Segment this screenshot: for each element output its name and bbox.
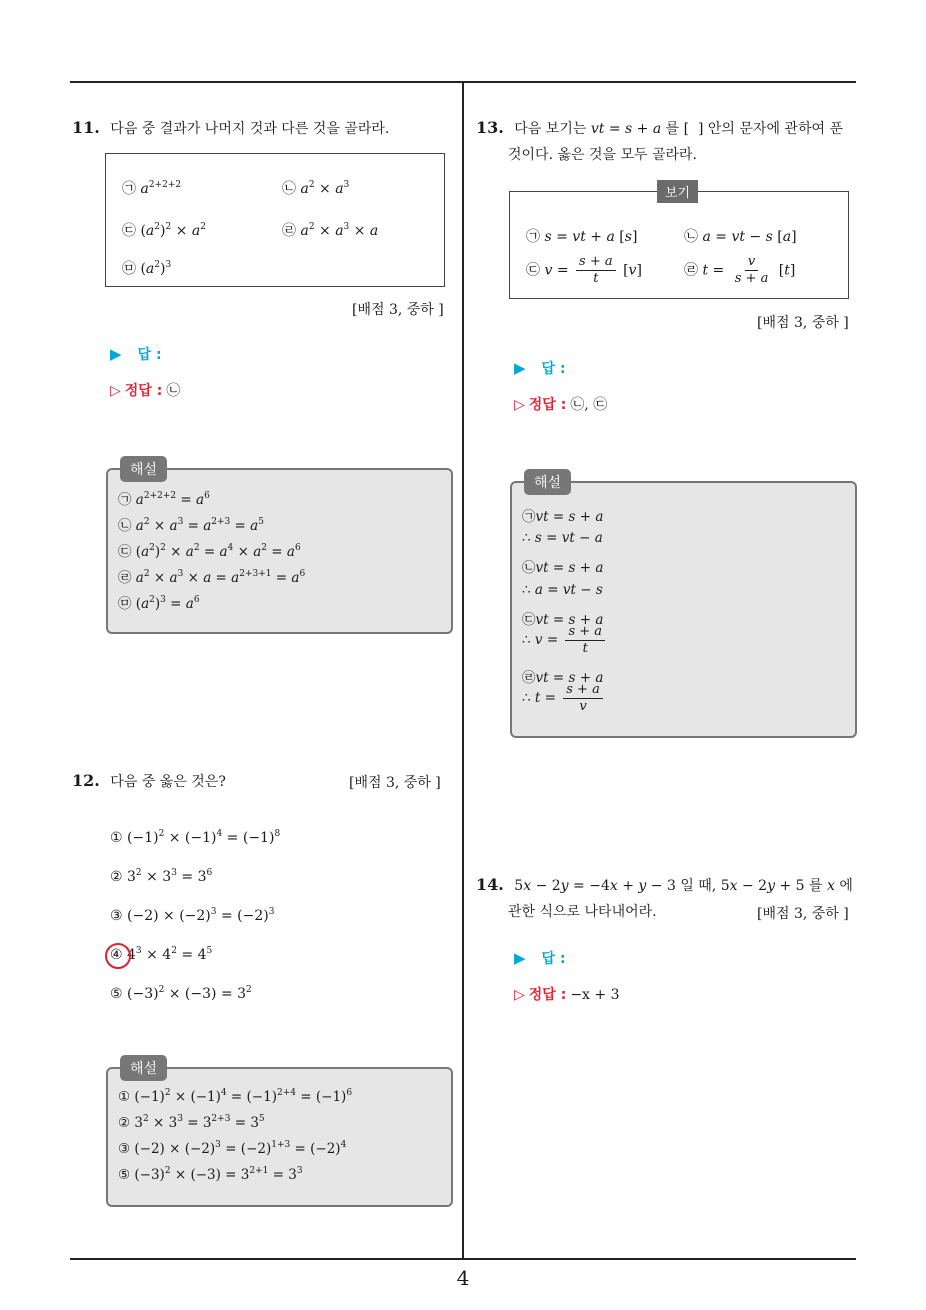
q13-solution-tag: 해설 [524,469,571,495]
q13-sol-7: ㉣vt = s + a [522,670,604,686]
q14-answer-label: 답 : [541,951,566,967]
play-icon: ▶ [514,359,526,377]
q12-number: 12. [72,771,100,790]
q12-solution-box [106,1067,453,1207]
q13-sol-2: ∴ s = vt − a [522,530,603,546]
q13-sol-1: ㉠vt = s + a [522,509,604,525]
q13-choice-1[interactable]: ㉠ s = vt + a [s] [526,229,638,245]
q13-solution-box [510,481,857,738]
play-icon: ▶ [110,345,122,363]
q13-text-line1: 다음 보기는 vt = s + a 를 [ ] 안의 문자에 관하여 푼 [514,121,843,137]
q14-correct [514,984,619,1004]
triangle-outline-icon: ▷ [514,397,525,413]
q11-sol-4: ㉣ $a^2 \times a^3 \times a = a^{2+3+1} = a^6$ [118,569,306,586]
q13-correct [514,394,607,414]
q11-answer [110,344,162,364]
q12-sol-1: ① $(-1)^2 \times (-1)^4 = (-1)^{2+4} = (-1)^6$ [118,1088,353,1105]
q13-choice-2[interactable]: ㉡ a = vt − s [a] [684,229,797,245]
q12-score: [배점 3, 중하 ] [349,775,441,791]
q13-sol-6: ∴ v = $\frac{s + a}{t}$ [522,624,608,657]
q11-choices-box [105,153,445,287]
q14-correct-label: 정답 : [528,987,567,1003]
q11-sol-5: ㉤ $(a^2)^3 = a^6$ [118,595,200,612]
q12-choice-1[interactable]: ① $(-1)^2 \times (-1)^4 = (-1)^8$ [110,829,281,846]
q11-score: [배점 3, 중하 ] [352,302,444,318]
q13-stem [476,114,843,143]
q13-sol-8: ∴ t = $\frac{s + a}{v}$ [522,682,606,715]
q11-solution-tag: 해설 [120,456,167,482]
q13-correct-label: 정답 : [528,397,567,413]
triangle-outline-icon: ▷ [110,383,121,399]
q11-solution-box [106,468,453,634]
column-divider [462,82,464,1260]
q13-number: 13. [476,118,504,137]
q11-number: 11. [72,118,100,137]
q11-text: 다음 중 결과가 나머지 것과 다른 것을 골라라. [110,121,390,137]
q13-choice-4[interactable]: ㉣ t = $\frac{v}{s + a}$ [t] [684,254,796,286]
q13-bogi-box [509,191,849,299]
q14-correct-value: −x + 3 [570,987,620,1003]
q14-answer [514,948,566,968]
q11-choice-1[interactable]: ㉠ $a^{2+2+2}$ [122,180,182,197]
q11-choice-3[interactable]: ㉢ $(a^2)^2 \times a^2$ [122,222,206,239]
q11-choice-4[interactable]: ㉣ $a^2 \times a^3 \times a$ [282,222,379,239]
selected-choice-circle [105,943,131,969]
q11-answer-label: 답 : [137,347,162,363]
q11-choice-5[interactable]: ㉤ $(a^2)^3$ [122,260,172,277]
q11-sol-2: ㉡ $a^2 \times a^3 = a^{2+3} = a^5$ [118,517,264,534]
q11-correct [110,380,180,400]
q13-sol-3: ㉡vt = s + a [522,560,604,576]
page-number: 4 [456,1266,470,1290]
q12-sol-2: ② $3^2 \times 3^3 = 3^{2+3} = 3^5$ [118,1114,265,1131]
q12-stem [72,767,226,796]
q13-sol-4: ∴ a = vt − s [522,582,603,598]
q14-number: 14. [476,875,504,894]
q12-choice-5[interactable]: ⑤ $(-3)^2 \times (-3) = 3^2$ [110,985,252,1002]
q14-text-line2: 관한 식으로 나타내어라. [508,904,657,920]
q14-score: [배점 3, 중하 ] [757,906,849,922]
q13-answer [514,358,566,378]
q13-answer-label: 답 : [541,361,566,377]
q11-choice-2[interactable]: ㉡ $a^2 \times a^3$ [282,180,350,197]
q11-correct-label: 정답 : [124,383,163,399]
q12-choice-3[interactable]: ③ $(-2) \times (-2)^3 = (-2)^3$ [110,907,275,924]
q11-correct-value: ㉡ [166,383,181,399]
q13-score: [배점 3, 중하 ] [757,315,849,331]
q12-choice-4[interactable]: ④ $4^3 \times 4^2 = 4^5$ [110,946,213,963]
q13-sol-5: ㉢vt = s + a [522,612,604,628]
q12-sol-4: ⑤ $(-3)^2 \times (-3) = 3^{2+1} = 3^3$ [118,1166,303,1183]
q12-solution-tag: 해설 [120,1055,167,1081]
q11-stem [72,114,389,143]
q13-text-line2: 것이다. 옳은 것을 모두 골라라. [508,147,697,163]
triangle-outline-icon: ▷ [514,987,525,1003]
q11-sol-1: ㉠ $a^{2+2+2} = a^6$ [118,491,210,508]
q12-sol-3: ③ $(-2) \times (-2)^3 = (-2)^{1+3} = (-2)^4$ [118,1140,347,1157]
play-icon: ▶ [514,949,526,967]
q13-choice-3[interactable]: ㉢ v = $\frac{s + a}{t}$ [v] [526,254,642,286]
q11-sol-3: ㉢ $(a^2)^2 \times a^2 = a^4 \times a^2 = a^6$ [118,543,301,560]
q14-text-line1: 5x − 2y = −4x + y − 3 일 때, 5x − 2y + 5 를 x 에 [514,878,853,894]
q13-correct-value: ㉡, ㉢ [570,397,608,413]
q13-bogi-tag: 보기 [657,180,698,203]
q12-text: 다음 중 옳은 것은? [110,774,226,790]
q14-stem [476,871,853,900]
q12-choice-2[interactable]: ② $3^2 \times 3^3 = 3^6$ [110,868,213,885]
